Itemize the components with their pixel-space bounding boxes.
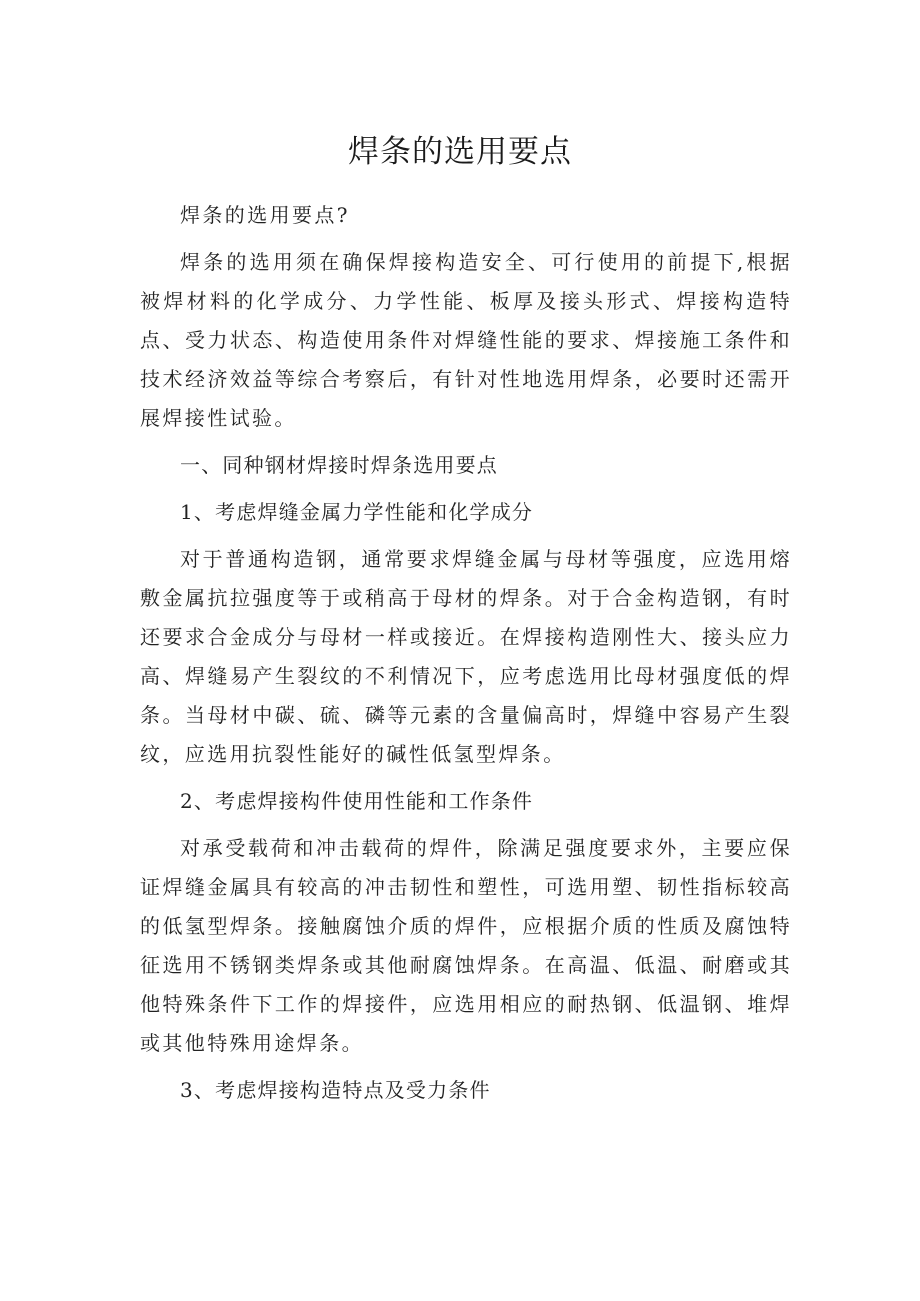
subheading-weld-metal-properties: 1、考虑焊缝金属力学性能和化学成分 xyxy=(180,500,534,524)
paragraph-overview: 焊条的选用须在确保焊接构造安全、可行使用的前提下,根据被焊材料的化学成分、力学性能、板厚及接头形式、焊接构造特点、受力状态、构造使用条件对焊缝性能的要求、焊接施工条件和技术经济效益等综合考察后，有针对性地选用焊条，必要时还需开展焊接性试验。 xyxy=(140,250,792,430)
section-heading-same-steel: 一、同种钢材焊接时焊条选用要点 xyxy=(180,453,498,477)
document-body xyxy=(140,196,792,1118)
document-title: 焊条的选用要点 xyxy=(348,134,572,170)
paragraph-intro-question: 焊条的选用要点? xyxy=(180,203,350,227)
subheading-structure-features: 3、考虑焊接构造特点及受力条件 xyxy=(180,1078,491,1102)
paragraph-weld-metal-properties: 对于普通构造钢，通常要求焊缝金属与母材等强度，应选用熔敷金属抗拉强度等于或稍高于母材的焊条。对于合金构造钢，有时还要求合金成分与母材一样或接近。在焊接构造刚性大、接头应力高、焊缝易产生裂纹的不利情况下，应考虑选用比母材强度低的焊条。当母材中碳、硫、磷等元素的含量偏高时，焊缝中容易产生裂纹，应选用抗裂性能好的碱性低氢型焊条。 xyxy=(140,547,792,766)
subheading-service-conditions: 2、考虑焊接构件使用性能和工作条件 xyxy=(180,789,534,813)
paragraph-service-conditions: 对承受载荷和冲击载荷的焊件，除满足强度要求外，主要应保证焊缝金属具有较高的冲击韧性和塑性，可选用塑、韧性指标较高的低氢型焊条。接触腐蚀介质的焊件，应根据介质的性质及腐蚀特征选用不锈钢类焊条或其他耐腐蚀焊条。在高温、低温、耐磨或其他特殊条件下工作的焊接件，应选用相应的耐热钢、低温钢、堆焊或其他特殊用途焊条。 xyxy=(140,836,792,1055)
